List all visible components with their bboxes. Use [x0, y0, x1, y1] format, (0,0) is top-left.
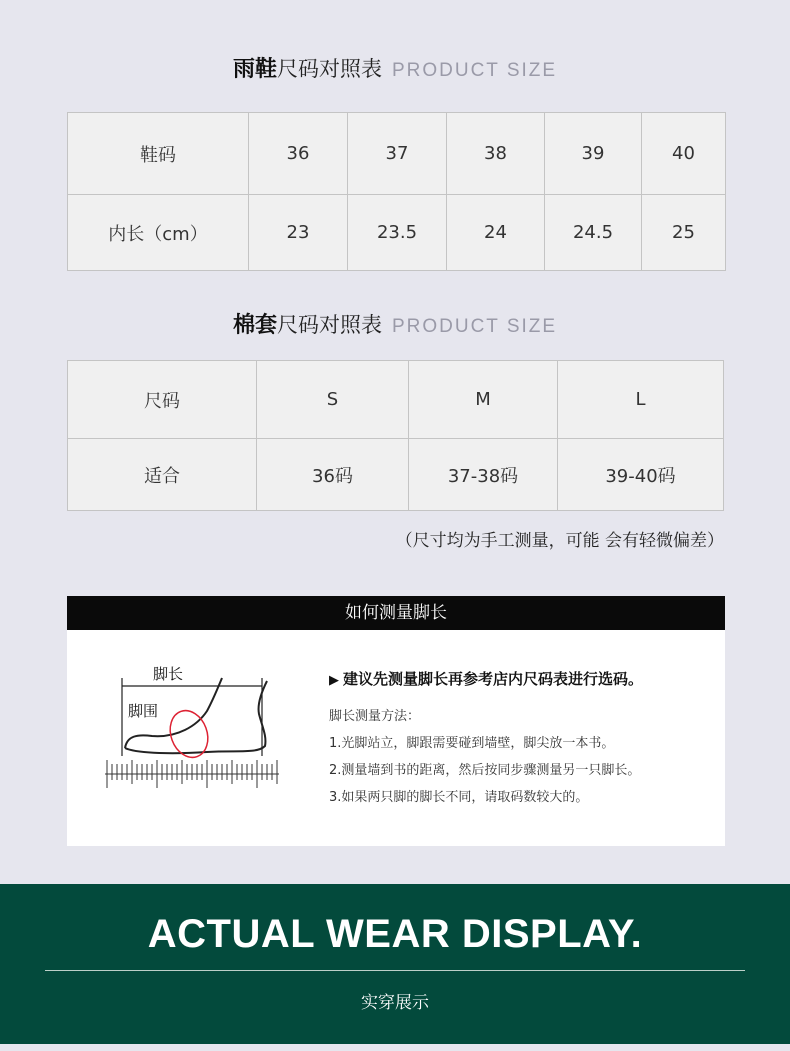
- triangle-right-icon: ▶: [329, 673, 339, 688]
- banner-divider: [45, 970, 745, 971]
- row-label: 适合: [68, 439, 257, 511]
- table-cell: 37-38码: [409, 439, 558, 511]
- row-label: 内长（cm）: [68, 195, 249, 271]
- how-to-measure-text: [329, 668, 643, 805]
- boots-size-table: [67, 112, 726, 271]
- boots-title-bold: 雨鞋: [232, 57, 277, 82]
- boots-title-en: PRODUCT SIZE: [391, 60, 558, 81]
- table-cell: 24: [447, 195, 545, 271]
- actual-wear-banner: [0, 884, 790, 1044]
- measure-tip-text: 建议先测量脚长再参考店内尺码表进行选码。: [343, 670, 644, 688]
- row-label: 鞋码: [68, 113, 249, 195]
- sleeve-size-table: [67, 360, 724, 511]
- table-row: [68, 113, 726, 195]
- table-cell: 39-40码: [558, 439, 724, 511]
- sleeve-title-normal: 尺码对照表: [276, 313, 382, 337]
- sleeve-title-en: PRODUCT SIZE: [391, 316, 558, 337]
- table-cell: 40: [642, 113, 726, 195]
- table-cell: 37: [348, 113, 447, 195]
- table-cell: 39: [545, 113, 642, 195]
- foot-length-label: 脚长: [153, 665, 184, 683]
- table-row: [68, 195, 726, 271]
- method-title: 脚长测量方法：: [329, 709, 421, 724]
- table-cell: 38: [447, 113, 545, 195]
- measurement-note: （尺寸均为手工测量，可能 会有轻微偏差）: [395, 531, 724, 551]
- table-row: [68, 439, 724, 511]
- how-to-measure-panel: [67, 596, 725, 846]
- row-label: 尺码: [68, 361, 257, 439]
- method-step: 3.如果两只脚的脚长不同，请取码数较大的。: [329, 790, 589, 805]
- how-to-measure-header: 如何测量脚长: [67, 596, 725, 630]
- method-step: 1.光脚站立，脚跟需要碰到墙壁，脚尖放一本书。: [329, 736, 615, 751]
- foot-measure-illustration: [97, 656, 287, 806]
- sleeve-title-bold: 棉套: [232, 313, 277, 338]
- boots-title-normal: 尺码对照表: [276, 57, 382, 81]
- table-row: [68, 361, 724, 439]
- table-cell: L: [558, 361, 724, 439]
- foot-girth-label: 脚围: [128, 702, 159, 720]
- measure-tip: [329, 668, 643, 689]
- table-cell: 36: [249, 113, 348, 195]
- method-step: 2.测量墙到书的距离，然后按同步骤测量另一只脚长。: [329, 763, 641, 778]
- table-cell: 36码: [257, 439, 409, 511]
- table-cell: 23.5: [348, 195, 447, 271]
- boots-size-title: [0, 52, 790, 83]
- table-cell: S: [257, 361, 409, 439]
- banner-subtitle: 实穿展示: [361, 993, 429, 1013]
- sleeve-size-title: [0, 308, 790, 339]
- table-cell: 25: [642, 195, 726, 271]
- table-cell: M: [409, 361, 558, 439]
- table-cell: 23: [249, 195, 348, 271]
- banner-title: ACTUAL WEAR DISPLAY.: [147, 912, 643, 956]
- table-cell: 24.5: [545, 195, 642, 271]
